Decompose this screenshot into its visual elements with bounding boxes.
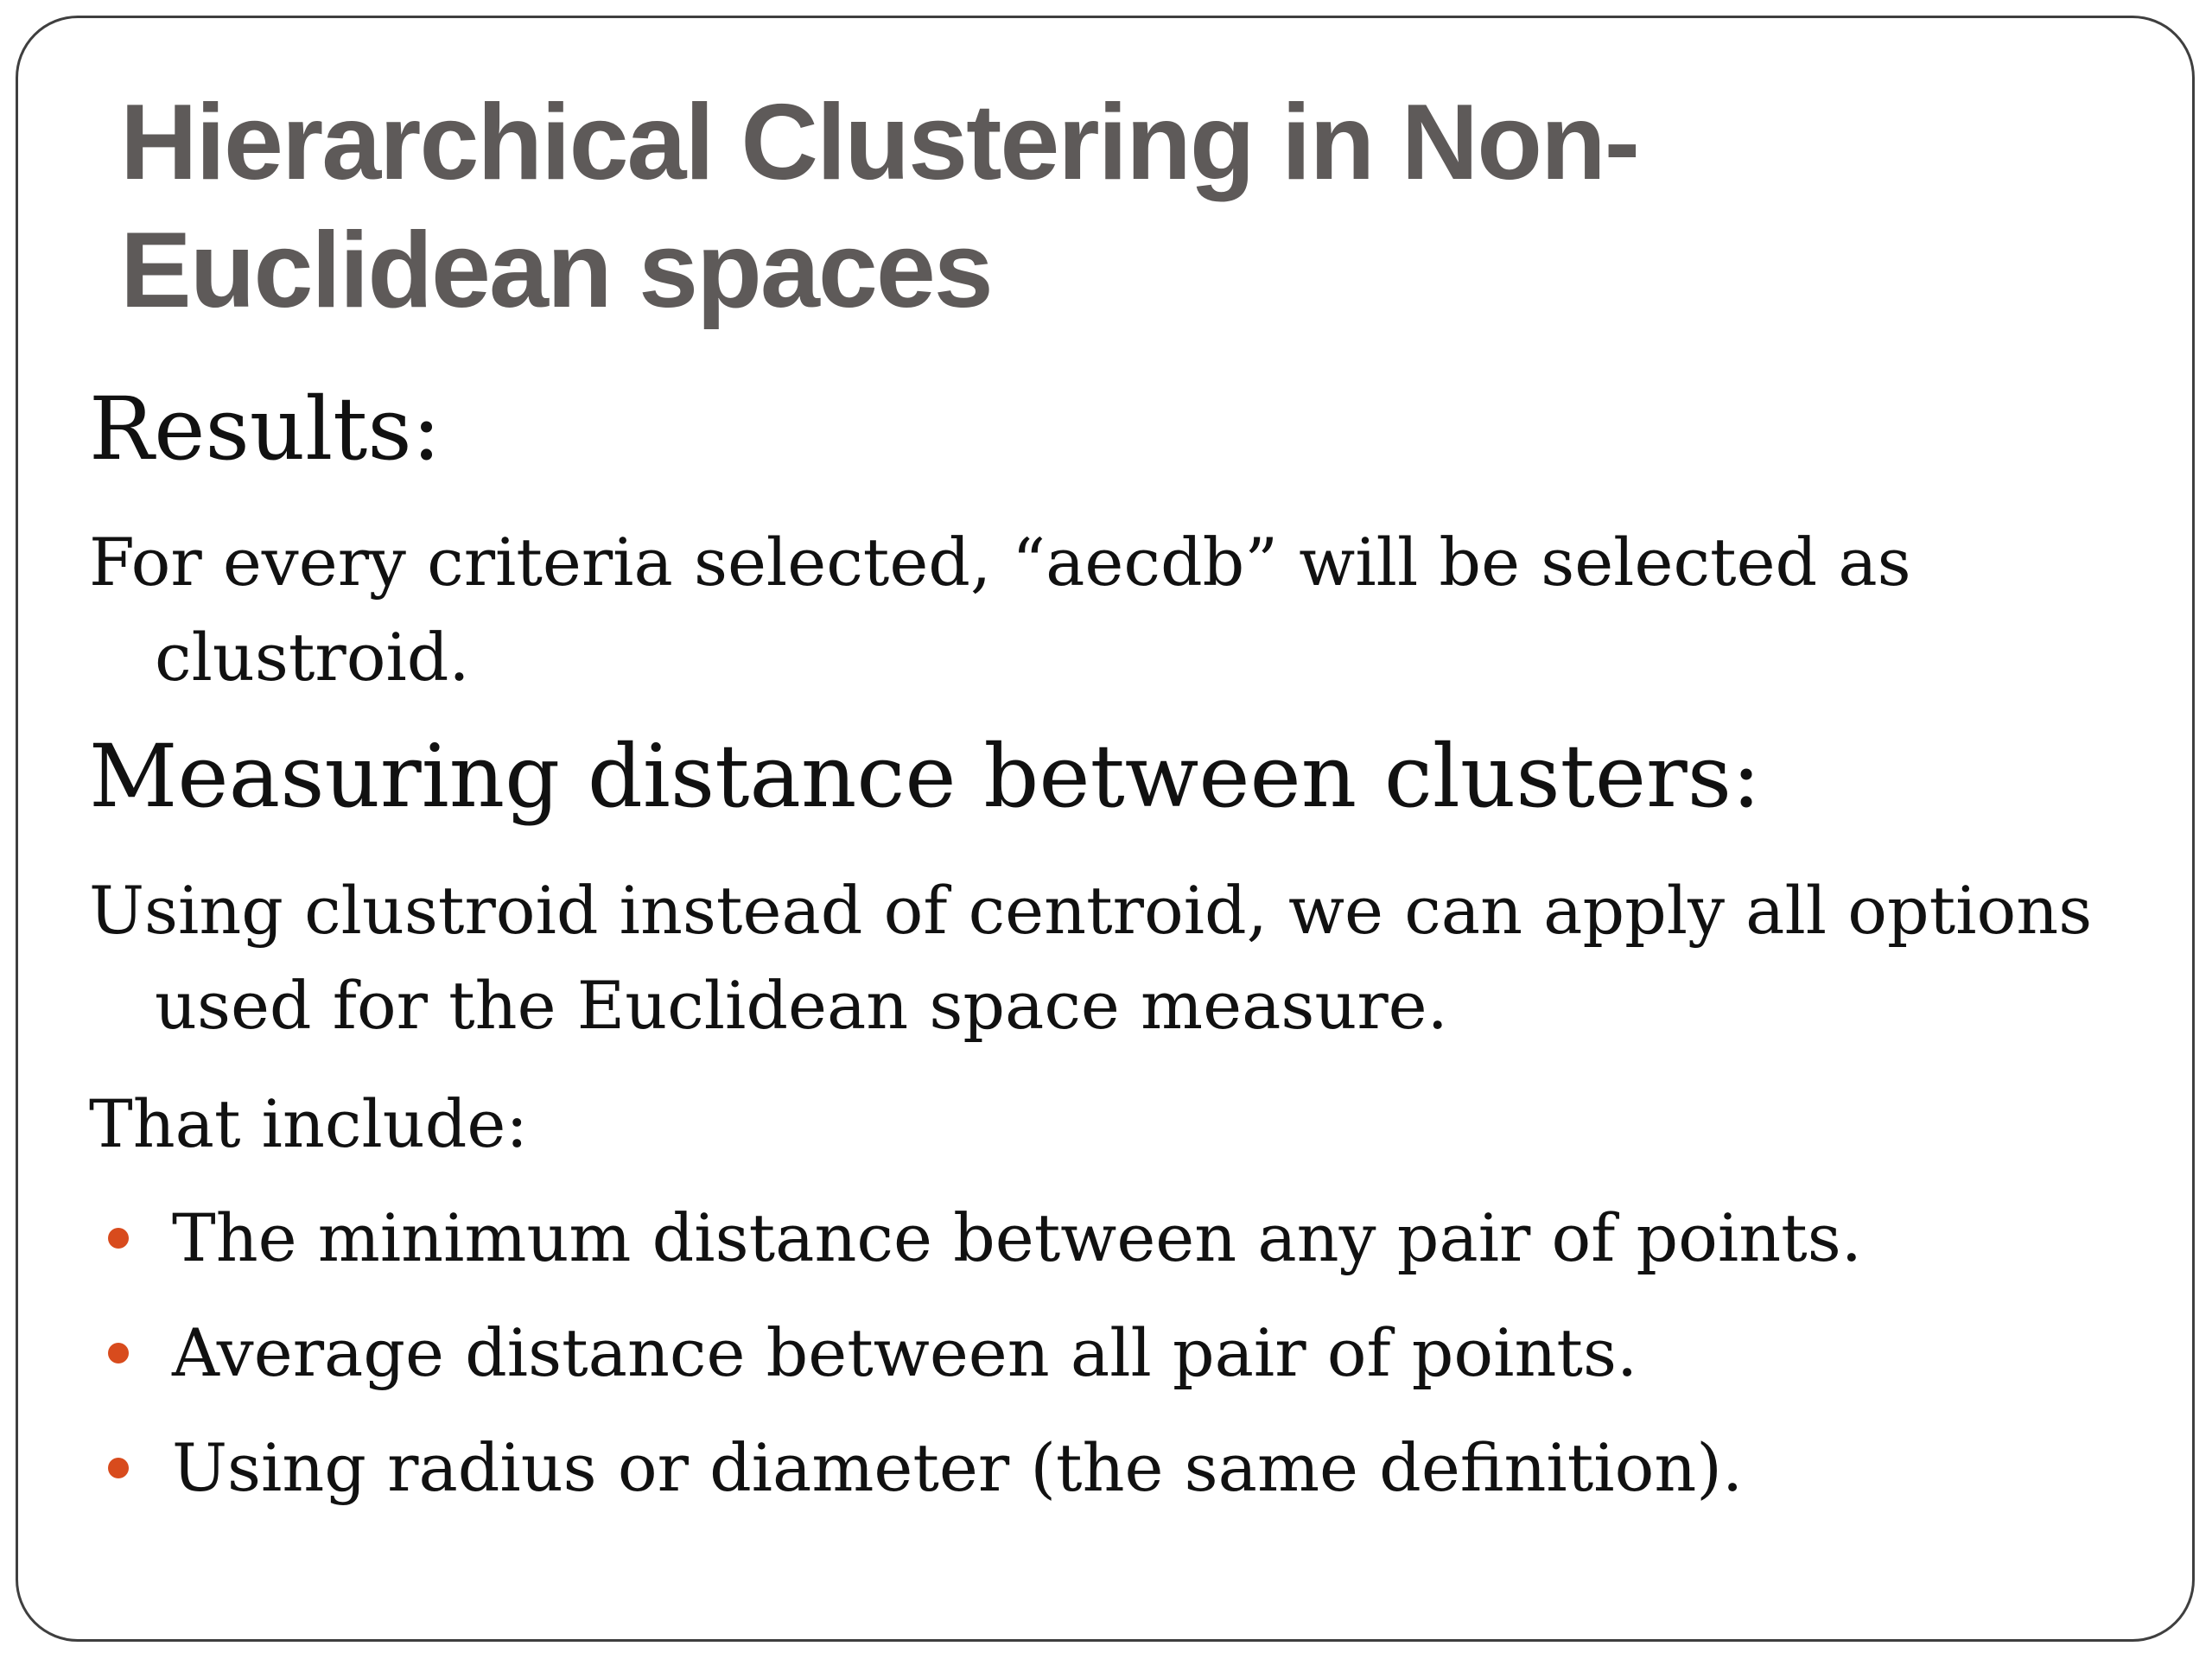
- bullet-dot-icon: [108, 1228, 129, 1249]
- include-text: That include:: [89, 1085, 528, 1162]
- bullet-dot-icon: [108, 1343, 129, 1363]
- bullet-dot-icon: [108, 1458, 129, 1478]
- measuring-paragraph: [89, 863, 2145, 1053]
- bullet-item: [89, 1421, 1743, 1516]
- results-heading: Results:: [89, 378, 442, 480]
- bullet-text: The minimum distance between any pair of points.: [172, 1199, 1862, 1276]
- bullet-text: Average distance between all pair of points.: [172, 1314, 1638, 1391]
- measuring-line-1: Using clustroid instead of centroid, we can apply all options: [89, 872, 2093, 949]
- bullet-text: Using radius or diameter (the same definition).: [172, 1429, 1744, 1506]
- slide: [16, 16, 2195, 1642]
- bullet-item: [89, 1306, 1637, 1401]
- measuring-line-2: used for the Euclidean space measure.: [155, 967, 1448, 1044]
- slide-title: Hierarchical Clustering in Non-Euclidean spaces: [120, 83, 1639, 330]
- results-line-1: For every criteria selected, “aecdb” will be selected as: [89, 524, 1911, 601]
- results-paragraph: [89, 515, 2145, 705]
- measuring-heading: Measuring distance between clusters:: [89, 726, 1761, 827]
- bullet-item: [89, 1191, 1862, 1286]
- results-line-2: clustroid.: [155, 619, 470, 696]
